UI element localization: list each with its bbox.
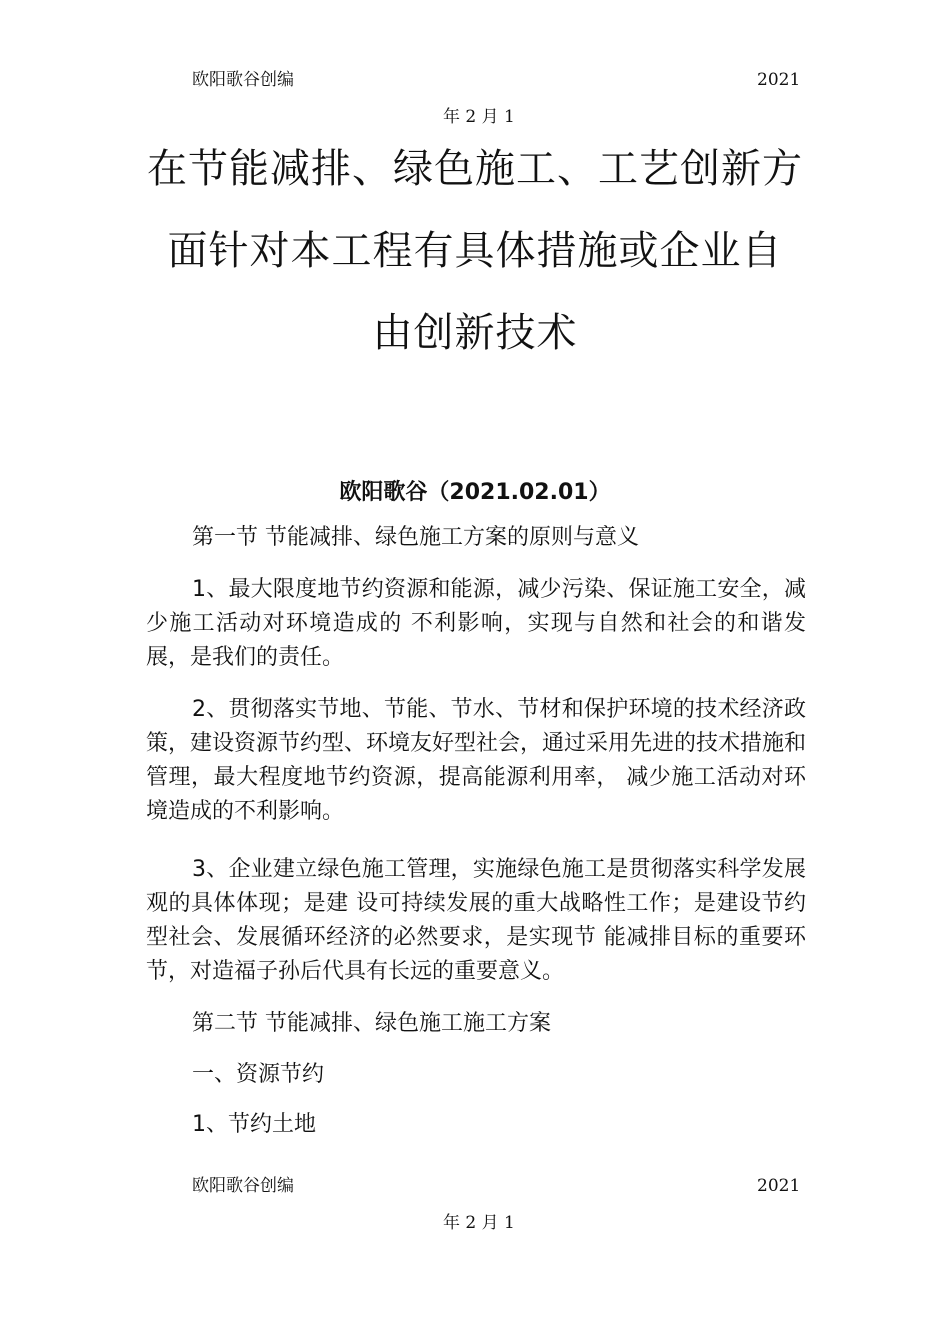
document-title-line-1: 在节能减排、绿色施工、工艺创新方	[147, 146, 803, 192]
author-line: 欧阳歌谷（2021.02.01）	[339, 480, 611, 505]
paragraph-2: 2、贯彻落实节地、节能、节水、节材和保护环境的技术经济政策，建设资源节约型、环境友好型社会，通过采用先进的技术措施和管理，最大程度地节约资源，提高能源利用率， 减少施工活动对环境造成的不利影响。	[146, 697, 807, 824]
document-title-line-2: 面针对本工程有具体措施或企业自	[167, 228, 783, 274]
header-date: 年 2 月 1	[443, 107, 515, 127]
footer-left: 欧阳歌谷创编	[192, 1176, 294, 1196]
item-land-saving: 1、节约土地	[192, 1112, 316, 1137]
header-right: 2021	[757, 70, 801, 90]
footer-right: 2021	[757, 1176, 801, 1196]
section-1-heading: 第一节 节能减排、绿色施工方案的原则与意义	[192, 525, 639, 550]
header-left: 欧阳歌谷创编	[192, 70, 294, 90]
footer-date: 年 2 月 1	[443, 1213, 515, 1233]
subsection-resource-saving: 一、资源节约	[192, 1062, 325, 1087]
paragraph-3: 3、企业建立绿色施工管理，实施绿色施工是贯彻落实科学发展观的具体体现；是建 设可持续发展的重大战略性工作；是建设节约型社会、发展循环经济的必然要求，是实现节 能减排目标的重要环节，对造福子孙后代具有长远的重要意义。	[146, 857, 806, 984]
paragraph-1: 1、最大限度地节约资源和能源，减少污染、保证施工安全，减少施工活动对环境造成的 不利影响，实现与自然和社会的和谐发展，是我们的责任。	[146, 577, 806, 670]
section-2-heading: 第二节 节能减排、绿色施工施工方案	[192, 1011, 551, 1036]
document-title-line-3: 由创新技术	[372, 310, 578, 356]
